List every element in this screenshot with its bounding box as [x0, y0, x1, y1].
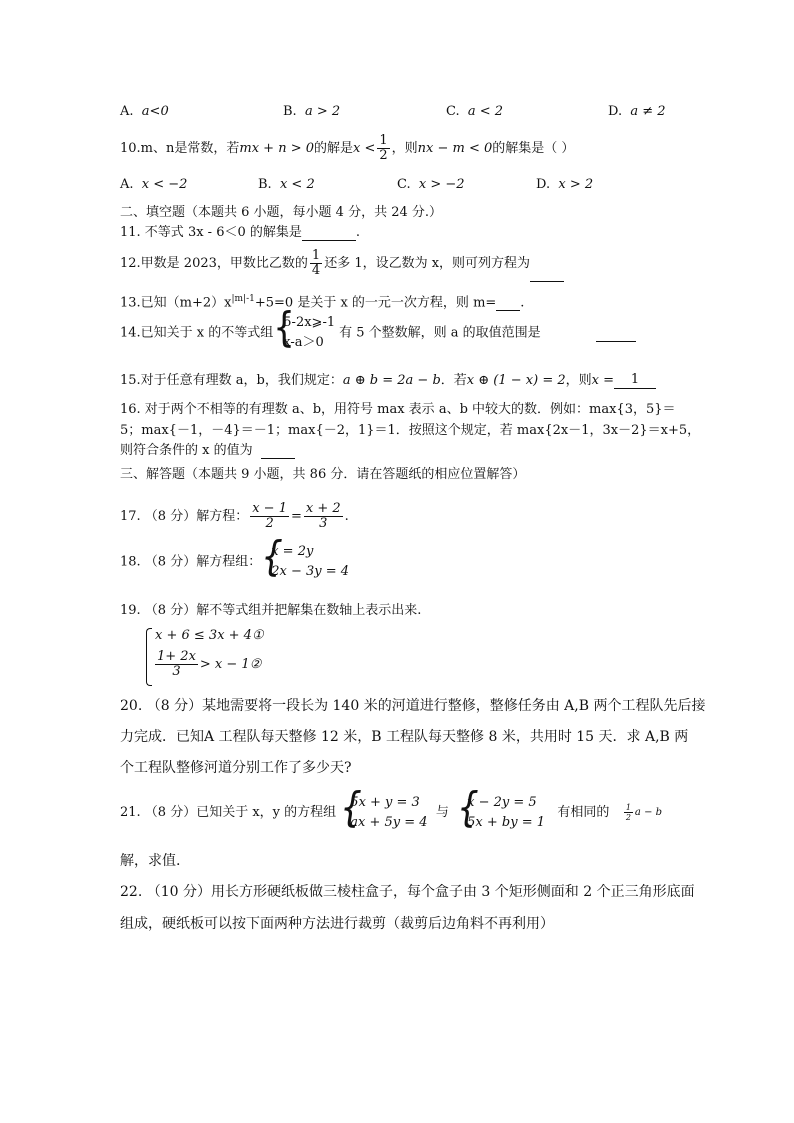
- q14-inequality-system: [273, 304, 336, 353]
- brace-icon: {: [273, 304, 295, 352]
- q21-pre: 21. （8 分）已知关于 x，y 的方程组: [120, 805, 337, 820]
- q10-fraction: [377, 134, 389, 163]
- q21-line-2: 解，求值.: [120, 853, 181, 869]
- q12-fraction: [310, 249, 322, 278]
- option-label: B.: [258, 177, 272, 192]
- q17-end: .: [344, 509, 349, 524]
- system-row: x = 2y: [271, 544, 314, 559]
- q9-option-a: [120, 104, 169, 120]
- q10-then: ，则: [391, 141, 418, 156]
- fraction-denominator: 3: [319, 516, 328, 531]
- fraction-numerator: 1+ 2x: [157, 649, 196, 664]
- question-15: [120, 372, 656, 389]
- fraction-denominator: 4: [311, 263, 321, 278]
- question-11: [120, 225, 360, 241]
- question-18: [120, 533, 350, 582]
- q22-line-2: 组成，硬纸板可以按下面两种方法进行裁剪（裁剪后边角料不再利用）: [120, 916, 554, 932]
- q12-pre: 12.甲数是 2023，甲数比乙数的: [120, 256, 308, 271]
- brace-icon: {: [457, 784, 479, 832]
- q16-line-1: 16. 对于两个不相等的有理数 a、b，用符号 max 表示 a、b 中较大的数．例如：max{3，5}＝: [120, 402, 676, 417]
- q21-same: 有相同的: [557, 805, 610, 820]
- system-row: 5x + y = 3: [350, 795, 420, 810]
- q14-post: 有 5 个整数解，则 a 的取值范围是: [339, 325, 541, 341]
- q13-end: .: [520, 295, 525, 311]
- q10-option-c: [397, 177, 465, 193]
- q10-ineq2: nx − m < 0: [417, 141, 493, 156]
- fraction-denominator: 2: [379, 148, 388, 163]
- option-label: C.: [397, 177, 411, 192]
- q10-option-a: [120, 177, 187, 193]
- q18-pre: 18. （8 分）解方程组：: [120, 554, 262, 570]
- answer-blank[interactable]: [596, 326, 636, 342]
- q20-line-3: 个工程队整修河道分别工作了多少天?: [120, 760, 352, 776]
- q9-option-c: [446, 104, 503, 120]
- q9-option-d: [608, 104, 666, 120]
- q16-line-3: [120, 443, 295, 459]
- system-row: 2x − 3y = 4: [271, 564, 350, 579]
- q19-fraction: [155, 650, 198, 679]
- answer-blank[interactable]: [261, 458, 295, 459]
- system-row: x + 6 ≤ 3x + 4①: [155, 628, 264, 643]
- question-10: [120, 134, 574, 164]
- q11-end: .: [355, 225, 361, 240]
- option-expr: x < −2: [141, 177, 188, 192]
- option-expr: x > −2: [418, 177, 465, 192]
- q20-line-1: 20. （8 分）某地需要将一段长为 140 米的河道进行整修，整修任务由 A,B 两个工程队先后接: [120, 698, 706, 714]
- fraction-denominator: 2: [265, 516, 274, 531]
- system-row: 5-2x⩾-1: [283, 315, 336, 330]
- system-row: x − 2y = 5: [467, 795, 537, 810]
- q11-text: 11. 不等式 3x - 6＜0 的解集是: [120, 225, 302, 240]
- fraction-numerator: 1: [379, 133, 388, 148]
- question-21: [120, 784, 663, 833]
- question-13: [120, 291, 524, 311]
- brace-icon: {: [261, 533, 283, 581]
- system-row: [155, 650, 261, 679]
- q17-equals: =: [290, 509, 302, 524]
- system-row: ax + 5y = 4: [350, 815, 428, 830]
- q15-rule: a ⊕ b = 2a − b: [342, 373, 441, 388]
- q15-pre: 15.对于任意有理数 a，b，我们规定：: [120, 373, 343, 388]
- q21-with: 与: [435, 805, 449, 820]
- question-14: [120, 304, 541, 353]
- q21-system-2: [457, 784, 545, 833]
- q9-option-b: [283, 104, 340, 120]
- q13-exponent: |m|-1: [231, 294, 255, 304]
- q18-equation-system: [261, 533, 350, 582]
- option-expr: x < 2: [279, 177, 315, 192]
- question-12: [120, 246, 564, 282]
- fraction-numerator: 1: [311, 248, 321, 263]
- fraction-numerator: x − 1: [252, 501, 287, 516]
- system-row: 5x + by = 1: [467, 815, 545, 830]
- option-expr: a < 2: [467, 104, 504, 119]
- option-expr: a > 2: [304, 104, 341, 119]
- option-label: D.: [608, 104, 623, 119]
- answer-blank[interactable]: [302, 240, 356, 241]
- q15-condition: x ⊕ (1 − x) = 2: [466, 373, 566, 388]
- fraction-denominator: 2: [625, 813, 631, 822]
- option-label: B.: [283, 104, 297, 119]
- q21-expr: a − b: [634, 807, 663, 818]
- q14-pre: 14.已知关于 x 的不等式组: [120, 325, 274, 341]
- q17-right-fraction: [304, 502, 343, 531]
- q13-post: +5=0 是关于 x 的一元一次方程，则 m=: [254, 295, 497, 311]
- fraction-numerator: x + 2: [305, 501, 341, 516]
- option-expr: a<0: [141, 104, 169, 119]
- q12-post: 还多 1，设乙数为 x，则可列方程为: [324, 256, 531, 271]
- q10-ineq1: mx + n > 0: [239, 141, 314, 156]
- q21-half-fraction: [624, 803, 633, 822]
- brace-icon: {: [340, 784, 362, 832]
- q15-mid: ．若: [440, 373, 467, 388]
- q10-suffix: 的解集是（ ）: [492, 141, 575, 156]
- question-19: 19. （8 分）解不等式组并把解集在数轴上表示出来.: [120, 603, 422, 618]
- question-17: [120, 499, 349, 535]
- q17-left-fraction: [250, 502, 289, 531]
- answer-blank[interactable]: [530, 281, 564, 282]
- brace-icon: [146, 628, 152, 686]
- option-label: C.: [446, 104, 460, 119]
- answer-blank[interactable]: [496, 310, 520, 311]
- q21-system-1: [340, 784, 428, 833]
- option-expr: x > 2: [558, 177, 594, 192]
- q22-line-1: 22. （10 分）用长方形硬纸板做三棱柱盒子，每个盒子由 3 个矩形侧面和 2 个正三角形底面: [120, 884, 695, 900]
- q10-mid: 的解是: [314, 141, 354, 156]
- q19-row2-rhs: > x − 1②: [199, 657, 262, 672]
- fraction-denominator: 3: [172, 664, 181, 679]
- option-label: A.: [120, 104, 134, 119]
- q21-expression: [622, 803, 663, 822]
- option-expr: a ≠ 2: [630, 104, 666, 119]
- q10-option-b: [258, 177, 315, 193]
- section-2-title: 二、填空题（本题共 6 小题，每小题 4 分，共 24 分.）: [120, 205, 443, 220]
- q20-line-2: 力完成．已知A 工程队每天整修 12 米，B 工程队每天整修 8 米，共用时 15 天．求 A,B 两: [120, 729, 689, 745]
- option-label: A.: [120, 177, 134, 192]
- q16-line-2: 5；max{－1，－4}＝－1；max{－2，1}＝1．按照这个规定，若 max{2x－1，3x－2}＝x+5，: [120, 423, 701, 438]
- q15-then: ，则: [565, 373, 592, 388]
- q10-x-lt: x <: [353, 141, 376, 156]
- fraction-numerator: 1: [625, 803, 631, 812]
- q13-pre: 13.已知（m+2）x: [120, 295, 232, 311]
- system-row: x-a＞0: [283, 335, 324, 350]
- q17-pre: 17. （8 分）解方程：: [120, 509, 249, 524]
- q10-option-d: [536, 177, 593, 193]
- q10-prefix: 10.m、n是常数，若: [120, 141, 240, 156]
- answer-blank[interactable]: 1: [614, 372, 656, 389]
- section-3-title: 三、解答题（本题共 9 小题，共 86 分．请在答题纸的相应位置解答）: [120, 467, 526, 482]
- q16-line3-text: 则符合条件的 x 的值为: [120, 443, 253, 458]
- option-label: D.: [536, 177, 551, 192]
- q15-x-equals: x =: [591, 373, 614, 388]
